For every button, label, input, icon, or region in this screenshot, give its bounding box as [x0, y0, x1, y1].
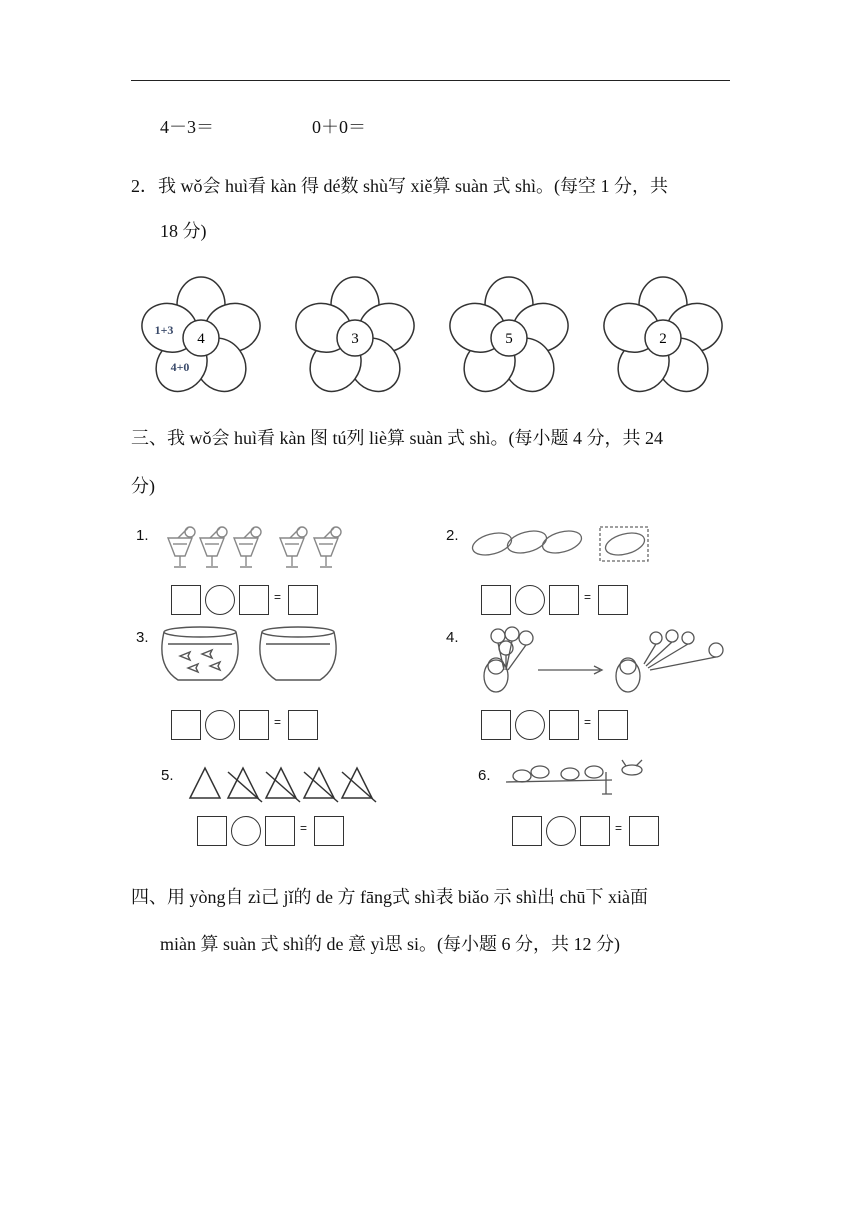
answer-box[interactable] — [549, 710, 579, 740]
answer-box[interactable] — [239, 585, 269, 615]
problem-0-plus-0: 0＋0＝ — [312, 117, 366, 137]
equals-sign: = — [274, 590, 282, 604]
birds-on-wire-illustration — [500, 758, 660, 798]
answer-box[interactable] — [171, 585, 201, 615]
operator-circle[interactable] — [231, 816, 261, 846]
section2-heading: 2．我 wǒ会 huì看 kàn 得 dé数 shù写 xiě算 suàn 式 shì。(每空 1 分，共 — [131, 176, 668, 196]
section2-heading-cont: 18 分) — [160, 221, 207, 241]
answer-box[interactable] — [481, 710, 511, 740]
operator-circle[interactable] — [515, 585, 545, 615]
answer-box[interactable] — [288, 710, 318, 740]
item-6-label: 6. — [478, 767, 491, 784]
equals-sign: = — [300, 821, 308, 835]
section3-heading: 三、我 wǒ会 huì看 kàn 图 tú列 liè算 suàn 式 shì。(每小题 4 分，共 24 — [131, 428, 663, 448]
item-4-label: 4. — [446, 629, 459, 646]
operator-circle[interactable] — [515, 710, 545, 740]
equals-sign: = — [615, 821, 623, 835]
section4-heading: 四、用 yòng自 zì己 jǐ的 de 方 fāng式 shì表 biǎo 示 shì出 chū下 xià面 — [131, 887, 648, 907]
equation-6 — [512, 816, 662, 846]
equals-sign: = — [274, 715, 282, 729]
equation-2 — [481, 585, 631, 615]
answer-box[interactable] — [481, 585, 511, 615]
operator-circle[interactable] — [205, 585, 235, 615]
item-5-label: 5. — [161, 767, 174, 784]
answer-box[interactable] — [171, 710, 201, 740]
operator-circle[interactable] — [205, 710, 235, 740]
flower — [446, 278, 572, 388]
operator-circle[interactable] — [546, 816, 576, 846]
equals-sign: = — [584, 715, 592, 729]
flower-center-number: 4 — [197, 331, 205, 347]
answer-box[interactable] — [314, 816, 344, 846]
flower-center-number: 2 — [659, 331, 667, 347]
flower-center-number: 5 — [505, 331, 513, 347]
section4-heading-cont: miàn 算 suàn 式 shì的 de 意 yì思 si。(每小题 6 分，共 12 分) — [160, 934, 620, 954]
answer-box[interactable] — [239, 710, 269, 740]
answer-box[interactable] — [549, 585, 579, 615]
equation-3 — [171, 710, 321, 740]
flower — [600, 278, 726, 388]
flower-center-number: 3 — [351, 331, 359, 347]
triangles-illustration — [186, 766, 376, 802]
peanuts-illustration — [470, 522, 660, 567]
equation-5 — [197, 816, 347, 846]
answer-box[interactable] — [580, 816, 610, 846]
item-3-label: 3. — [136, 629, 149, 646]
equation-4 — [481, 710, 631, 740]
equals-sign: = — [584, 590, 592, 604]
top-rule — [131, 80, 730, 81]
item-2-label: 2. — [446, 527, 459, 544]
petal-expression: 4+0 — [170, 360, 190, 374]
answer-box[interactable] — [265, 816, 295, 846]
flower — [292, 278, 418, 388]
penguin-balloons-illustration — [476, 624, 736, 696]
answer-box[interactable] — [197, 816, 227, 846]
petal-expression: 1+3 — [154, 323, 174, 337]
problem-4-minus-3: 4－3＝ — [160, 117, 214, 137]
item-1-label: 1. — [136, 527, 149, 544]
answer-box[interactable] — [598, 585, 628, 615]
flower — [138, 278, 264, 388]
section3-heading-cont: 分) — [131, 476, 155, 496]
answer-box[interactable] — [288, 585, 318, 615]
fishbowls-illustration — [160, 626, 350, 688]
equation-1 — [171, 585, 321, 615]
answer-box[interactable] — [629, 816, 659, 846]
answer-box[interactable] — [598, 710, 628, 740]
answer-box[interactable] — [512, 816, 542, 846]
drinks-illustration — [160, 524, 360, 574]
